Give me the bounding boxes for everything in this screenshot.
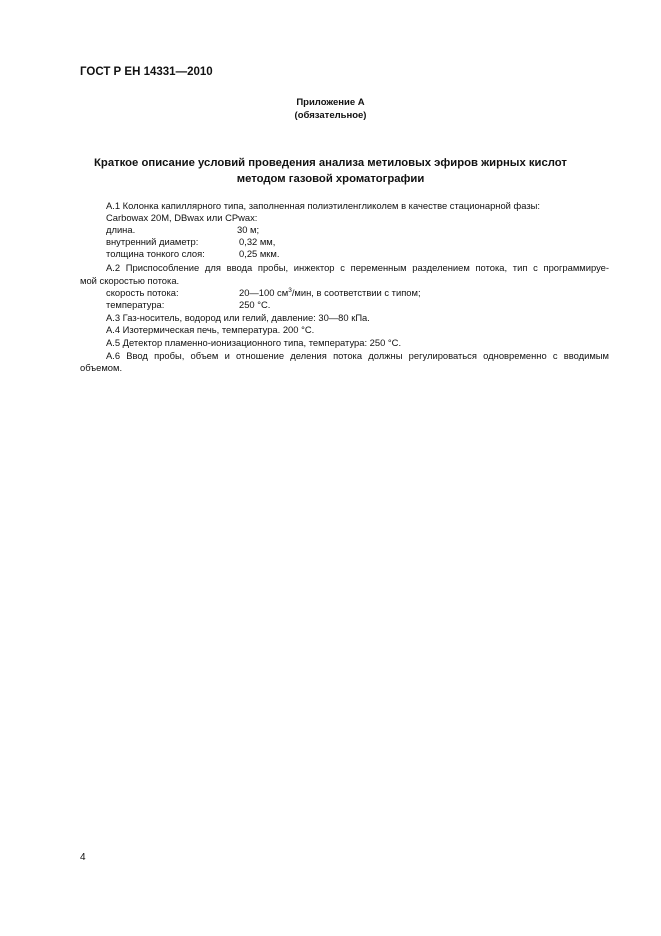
flow-value-unit: /мин, в соответствии с типом; bbox=[291, 287, 421, 298]
param-thickness-label: толщина тонкого слоя: bbox=[106, 248, 205, 259]
param-length-label: длина. bbox=[106, 224, 136, 235]
param-diameter-value: 0,32 мм, bbox=[239, 236, 276, 247]
page-number: 4 bbox=[80, 852, 86, 863]
flow-value-exponent: 3 bbox=[288, 286, 292, 294]
clause-a2-cont: мой скоростью потока. bbox=[80, 275, 180, 286]
standard-header: ГОСТ Р ЕН 14331—2010 bbox=[80, 66, 213, 78]
clause-a5: А.5 Детектор пламенно-ионизационного типа, температура: 250 °С. bbox=[106, 337, 402, 348]
clause-a6: А.6 Ввод пробы, объем и отношение деления потока должны регулироваться одновременно с вводимым bbox=[106, 350, 609, 361]
clause-a2: А.2 Приспособление для ввода пробы, инжектор с переменным разделением потока, тип с программируе- bbox=[106, 262, 609, 273]
param-temperature-label: температура: bbox=[106, 299, 165, 310]
flow-value-main: 20—100 см bbox=[239, 287, 289, 298]
param-thickness-value: 0,25 мкм. bbox=[239, 248, 280, 259]
clause-a6-cont: объемом. bbox=[80, 362, 123, 373]
section-heading-line2: методом газовой хроматографии bbox=[236, 173, 425, 185]
param-diameter-label: внутренний диаметр: bbox=[106, 236, 199, 247]
clause-a1: А.1 Колонка капиллярного типа, заполненная полиэтиленгликолем в качестве стационарной фазы: bbox=[106, 200, 540, 211]
param-flow-label: скорость потока: bbox=[106, 287, 179, 298]
clause-a4: А.4 Изотермическая печь, температура. 200 °С. bbox=[106, 324, 315, 335]
param-length-value: 30 м; bbox=[237, 224, 260, 235]
annex-status: (обязательное) bbox=[294, 110, 367, 121]
param-temperature-value: 250 °С. bbox=[239, 299, 271, 310]
clause-a1-cont: Carbowax 20M, DBwax или CPwax: bbox=[106, 212, 258, 223]
annex-title: Приложение А bbox=[296, 97, 365, 108]
section-heading-line1: Краткое описание условий проведения анализа метиловых эфиров жирных кислот bbox=[94, 157, 567, 169]
param-flow-value bbox=[239, 287, 421, 299]
clause-a3: А.3 Газ-носитель, водород или гелий, давление: 30—80 кПа. bbox=[106, 312, 370, 323]
